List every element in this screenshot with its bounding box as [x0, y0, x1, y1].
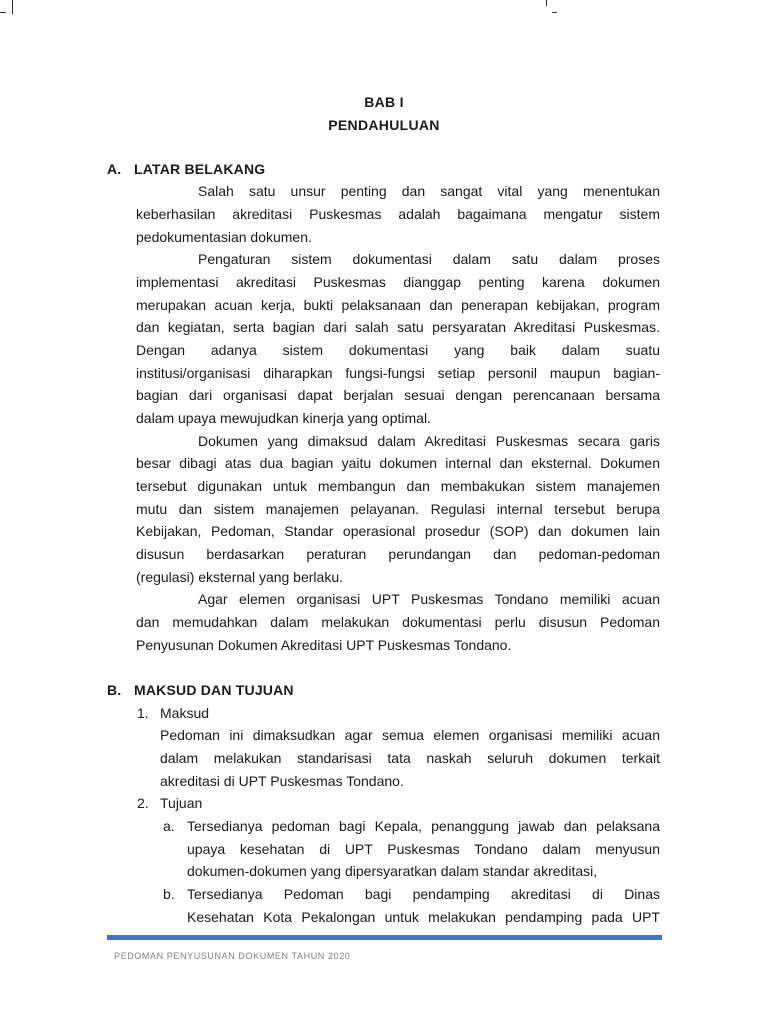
chapter-title: PENDAHULUAN [328, 117, 440, 133]
section-b-title: MAKSUD DAN TUJUAN [134, 682, 294, 698]
section-a-title: LATAR BELAKANG [134, 161, 266, 177]
list-item-title: Maksud [160, 705, 210, 721]
crop-mark [546, 0, 547, 6]
body-line: Tersedianya Pedoman bagi pendamping akreditasi di Dinas [187, 886, 660, 902]
sublist-letter: b. [163, 886, 175, 902]
body-line: Pedoman ini dimaksudkan agar semua elemen organisasi memiliki acuan [160, 727, 660, 743]
section-b-heading [107, 682, 294, 698]
crop-mark [0, 12, 6, 13]
section-a-heading [107, 161, 265, 177]
body-line: mutu dan sistem manajemen pelayanan. Regulasi internal tersebut berupa [136, 501, 660, 517]
body-line: dan memudahkan dalam melakukan dokumentasi perlu disusun Pedoman [136, 614, 660, 630]
body-line: pedokumentasian dokumen. [136, 229, 312, 245]
footer-rule [107, 935, 662, 940]
body-line: Kebijakan, Pedoman, Standar operasional prosedur (SOP) dan dokumen lain [136, 523, 660, 539]
body-line: upaya kesehatan di UPT Puskesmas Tondano dalam menyusun [187, 841, 660, 857]
body-line: Dengan adanya sistem dokumentasi yang baik dalam suatu [136, 342, 660, 358]
crop-mark [12, 0, 13, 14]
body-line: Salah satu unsur penting dan sangat vital yang menentukan [198, 183, 660, 199]
section-b-label: B. [107, 682, 122, 698]
body-line: akreditasi di UPT Puskesmas Tondano. [160, 773, 404, 789]
sublist-letter: a. [163, 818, 175, 834]
section-a-label: A. [107, 161, 122, 177]
body-line: disusun berdasarkan peraturan perundangan dan pedoman-pedoman [136, 546, 660, 562]
body-line: merupakan acuan kerja, bukti pelaksanaan dan penerapan kebijakan, program [136, 297, 660, 313]
body-line: Dokumen yang dimaksud dalam Akreditasi Puskesmas secara garis [198, 433, 660, 449]
body-line: Pengaturan sistem dokumentasi dalam satu dalam proses [198, 251, 660, 267]
list-item-title: Tujuan [160, 795, 203, 811]
body-line: besar dibagi atas dua bagian yaitu dokumen internal dan eksternal. Dokumen [136, 455, 660, 471]
body-line: bagian dari organisasi dapat berjalan sesuai dengan perencanaan bersama [136, 387, 660, 403]
body-line: Penyusunan Dokumen Akreditasi UPT Puskesmas Tondano. [136, 637, 512, 653]
body-line: dalam upaya mewujudkan kinerja yang optimal. [136, 410, 431, 426]
crop-mark [552, 12, 557, 13]
body-line: tersebut digunakan untuk membangun dan membakukan sistem manajemen [136, 478, 660, 494]
body-line: dokumen-dokumen yang dipersyaratkan dalam standar akreditasi, [187, 863, 598, 879]
body-line: dalam melakukan standarisasi tata naskah seluruh dokumen terkait [160, 750, 660, 766]
footer-text: PEDOMAN PENYUSUNAN DOKUMEN TAHUN 2020 [114, 951, 351, 961]
body-line: dan kegiatan, serta bagian dari salah satu persyaratan Akreditasi Puskesmas. [136, 319, 660, 335]
body-line: Kesehatan Kota Pekalongan untuk melakukan pendamping pada UPT [187, 909, 660, 925]
body-line: implementasi akreditasi Puskesmas dianggap penting karena dokumen [136, 274, 660, 290]
body-line: (regulasi) eksternal yang berlaku. [136, 569, 343, 585]
list-number: 1. [137, 705, 149, 721]
body-line: institusi/organisasi diharapkan fungsi-fungsi setiap personil maupun bagian- [136, 365, 660, 381]
body-line: Agar elemen organisasi UPT Puskesmas Tondano memiliki acuan [198, 591, 660, 607]
chapter-number: BAB I [364, 94, 404, 110]
body-line: keberhasilan akreditasi Puskesmas adalah bagaimana mengatur sistem [136, 206, 660, 222]
list-number: 2. [137, 795, 149, 811]
body-line: Tersedianya pedoman bagi Kepala, penanggung jawab dan pelaksana [187, 818, 660, 834]
